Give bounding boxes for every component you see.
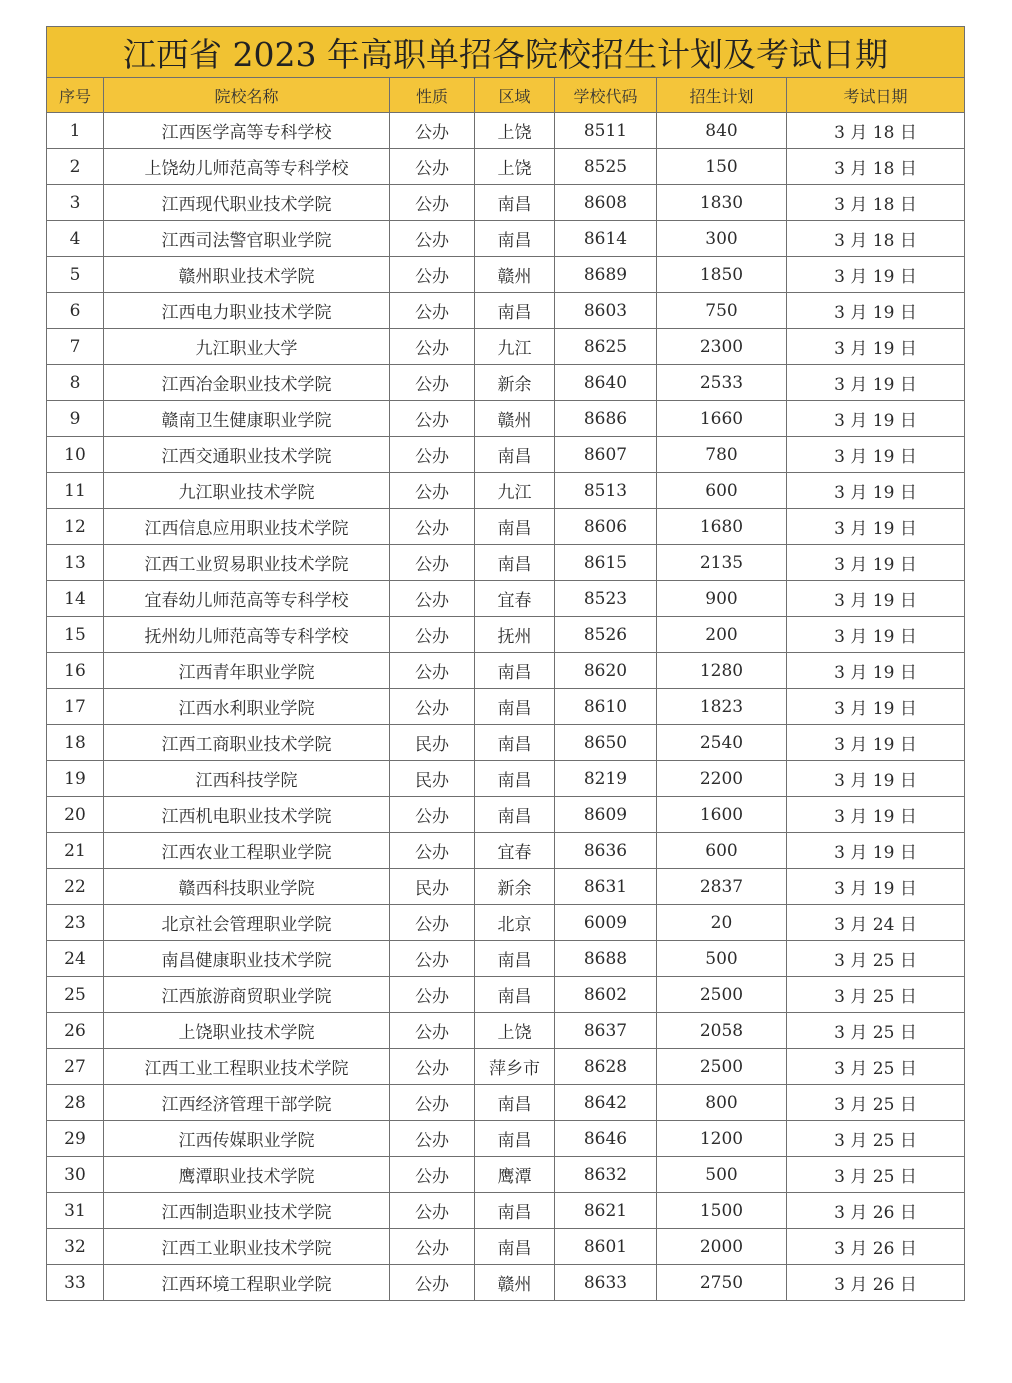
cell-ownership: 公办 [390, 797, 475, 833]
cell-school-code: 8640 [555, 365, 657, 401]
cell-ownership: 公办 [390, 977, 475, 1013]
cell-exam-date: 3 月 18 日 [787, 221, 965, 257]
cell-exam-date: 3 月 25 日 [787, 1049, 965, 1085]
table-row [47, 689, 965, 725]
cell-ownership: 公办 [390, 293, 475, 329]
cell-index: 2 [47, 149, 104, 185]
table-row [47, 545, 965, 581]
cell-school-name: 江西传媒职业学院 [104, 1121, 390, 1157]
cell-index: 11 [47, 473, 104, 509]
table-row [47, 365, 965, 401]
cell-school-code: 8646 [555, 1121, 657, 1157]
cell-index: 13 [47, 545, 104, 581]
cell-enrollment-plan: 2500 [657, 1049, 787, 1085]
admission-plan-sheet [46, 26, 964, 1301]
cell-ownership: 公办 [390, 401, 475, 437]
cell-index: 16 [47, 653, 104, 689]
cell-school-code: 8525 [555, 149, 657, 185]
cell-school-code: 8601 [555, 1229, 657, 1265]
cell-school-code: 8636 [555, 833, 657, 869]
cell-ownership: 公办 [390, 257, 475, 293]
cell-ownership: 公办 [390, 581, 475, 617]
table-row [47, 221, 965, 257]
cell-ownership: 公办 [390, 1193, 475, 1229]
cell-exam-date: 3 月 19 日 [787, 797, 965, 833]
cell-enrollment-plan: 1200 [657, 1121, 787, 1157]
table-body [47, 113, 965, 1301]
table-row [47, 761, 965, 797]
table-row [47, 1013, 965, 1049]
cell-school-code: 8631 [555, 869, 657, 905]
cell-school-name: 江西现代职业技术学院 [104, 185, 390, 221]
table-row [47, 257, 965, 293]
cell-ownership: 民办 [390, 761, 475, 797]
table-row [47, 581, 965, 617]
cell-ownership: 公办 [390, 1121, 475, 1157]
cell-region: 赣州 [475, 401, 555, 437]
column-header-school-name: 院校名称 [104, 78, 390, 113]
cell-enrollment-plan: 1500 [657, 1193, 787, 1229]
cell-ownership: 公办 [390, 185, 475, 221]
column-header-index: 序号 [47, 78, 104, 113]
cell-enrollment-plan: 1823 [657, 689, 787, 725]
table-row [47, 725, 965, 761]
cell-school-code: 8650 [555, 725, 657, 761]
cell-school-name: 江西冶金职业技术学院 [104, 365, 390, 401]
cell-school-code: 8606 [555, 509, 657, 545]
title-row [47, 27, 965, 78]
cell-school-code: 8609 [555, 797, 657, 833]
cell-enrollment-plan: 1660 [657, 401, 787, 437]
cell-school-code: 8610 [555, 689, 657, 725]
cell-enrollment-plan: 2750 [657, 1265, 787, 1301]
cell-exam-date: 3 月 19 日 [787, 581, 965, 617]
table-row [47, 833, 965, 869]
cell-school-code: 8620 [555, 653, 657, 689]
cell-enrollment-plan: 2058 [657, 1013, 787, 1049]
admission-plan-table [46, 26, 965, 1301]
column-header-enrollment-plan: 招生计划 [657, 78, 787, 113]
cell-school-code: 8614 [555, 221, 657, 257]
cell-exam-date: 3 月 25 日 [787, 977, 965, 1013]
cell-school-name: 赣西科技职业学院 [104, 869, 390, 905]
cell-exam-date: 3 月 19 日 [787, 473, 965, 509]
cell-index: 32 [47, 1229, 104, 1265]
cell-region: 南昌 [475, 293, 555, 329]
column-header-school-code: 学校代码 [555, 78, 657, 113]
cell-enrollment-plan: 500 [657, 1157, 787, 1193]
cell-school-code: 8602 [555, 977, 657, 1013]
cell-school-code: 8603 [555, 293, 657, 329]
cell-exam-date: 3 月 26 日 [787, 1229, 965, 1265]
cell-region: 南昌 [475, 509, 555, 545]
cell-school-code: 8513 [555, 473, 657, 509]
cell-region: 宜春 [475, 833, 555, 869]
cell-enrollment-plan: 800 [657, 1085, 787, 1121]
table-row [47, 977, 965, 1013]
cell-enrollment-plan: 1280 [657, 653, 787, 689]
cell-school-name: 江西水利职业学院 [104, 689, 390, 725]
cell-exam-date: 3 月 25 日 [787, 1157, 965, 1193]
cell-school-code: 8526 [555, 617, 657, 653]
cell-enrollment-plan: 2533 [657, 365, 787, 401]
cell-ownership: 公办 [390, 509, 475, 545]
cell-exam-date: 3 月 19 日 [787, 545, 965, 581]
cell-exam-date: 3 月 19 日 [787, 257, 965, 293]
cell-school-name: 江西工业贸易职业技术学院 [104, 545, 390, 581]
cell-school-code: 8642 [555, 1085, 657, 1121]
cell-exam-date: 3 月 26 日 [787, 1193, 965, 1229]
cell-region: 抚州 [475, 617, 555, 653]
cell-index: 7 [47, 329, 104, 365]
cell-school-name: 江西农业工程职业学院 [104, 833, 390, 869]
table-row [47, 437, 965, 473]
cell-exam-date: 3 月 25 日 [787, 1013, 965, 1049]
cell-exam-date: 3 月 24 日 [787, 905, 965, 941]
cell-exam-date: 3 月 19 日 [787, 365, 965, 401]
cell-ownership: 民办 [390, 869, 475, 905]
cell-school-name: 北京社会管理职业学院 [104, 905, 390, 941]
table-row [47, 329, 965, 365]
cell-ownership: 公办 [390, 1229, 475, 1265]
cell-enrollment-plan: 1600 [657, 797, 787, 833]
cell-index: 6 [47, 293, 104, 329]
cell-region: 萍乡市 [475, 1049, 555, 1085]
cell-region: 上饶 [475, 149, 555, 185]
cell-ownership: 公办 [390, 905, 475, 941]
cell-ownership: 公办 [390, 473, 475, 509]
cell-school-code: 8615 [555, 545, 657, 581]
cell-enrollment-plan: 300 [657, 221, 787, 257]
cell-region: 南昌 [475, 941, 555, 977]
cell-index: 22 [47, 869, 104, 905]
cell-enrollment-plan: 1830 [657, 185, 787, 221]
cell-region: 南昌 [475, 653, 555, 689]
cell-school-name: 九江职业技术学院 [104, 473, 390, 509]
table-row [47, 905, 965, 941]
cell-enrollment-plan: 1850 [657, 257, 787, 293]
cell-school-name: 江西机电职业技术学院 [104, 797, 390, 833]
cell-ownership: 公办 [390, 617, 475, 653]
cell-enrollment-plan: 600 [657, 833, 787, 869]
cell-region: 九江 [475, 473, 555, 509]
cell-school-name: 江西医学高等专科学校 [104, 113, 390, 149]
cell-exam-date: 3 月 19 日 [787, 401, 965, 437]
cell-region: 南昌 [475, 1229, 555, 1265]
cell-enrollment-plan: 2200 [657, 761, 787, 797]
cell-exam-date: 3 月 19 日 [787, 329, 965, 365]
cell-enrollment-plan: 2540 [657, 725, 787, 761]
cell-school-name: 江西经济管理干部学院 [104, 1085, 390, 1121]
cell-school-name: 宜春幼儿师范高等专科学校 [104, 581, 390, 617]
cell-index: 21 [47, 833, 104, 869]
cell-school-name: 江西制造职业技术学院 [104, 1193, 390, 1229]
cell-exam-date: 3 月 26 日 [787, 1265, 965, 1301]
table-row [47, 653, 965, 689]
cell-region: 鹰潭 [475, 1157, 555, 1193]
cell-region: 赣州 [475, 257, 555, 293]
cell-school-code: 8511 [555, 113, 657, 149]
cell-region: 南昌 [475, 977, 555, 1013]
table-row [47, 1157, 965, 1193]
cell-index: 27 [47, 1049, 104, 1085]
cell-enrollment-plan: 1680 [657, 509, 787, 545]
cell-index: 18 [47, 725, 104, 761]
cell-index: 9 [47, 401, 104, 437]
cell-school-code: 8625 [555, 329, 657, 365]
cell-index: 29 [47, 1121, 104, 1157]
cell-ownership: 公办 [390, 221, 475, 257]
cell-exam-date: 3 月 18 日 [787, 113, 965, 149]
cell-index: 26 [47, 1013, 104, 1049]
cell-ownership: 公办 [390, 329, 475, 365]
cell-enrollment-plan: 200 [657, 617, 787, 653]
cell-exam-date: 3 月 19 日 [787, 725, 965, 761]
column-header-exam-date: 考试日期 [787, 78, 965, 113]
cell-enrollment-plan: 840 [657, 113, 787, 149]
cell-ownership: 公办 [390, 545, 475, 581]
cell-region: 新余 [475, 365, 555, 401]
cell-region: 新余 [475, 869, 555, 905]
table-row [47, 1265, 965, 1301]
cell-exam-date: 3 月 19 日 [787, 833, 965, 869]
cell-enrollment-plan: 150 [657, 149, 787, 185]
cell-region: 南昌 [475, 221, 555, 257]
cell-school-name: 赣南卫生健康职业学院 [104, 401, 390, 437]
cell-enrollment-plan: 2837 [657, 869, 787, 905]
table-row [47, 1229, 965, 1265]
cell-school-name: 江西工业职业技术学院 [104, 1229, 390, 1265]
cell-school-code: 8632 [555, 1157, 657, 1193]
cell-school-name: 上饶幼儿师范高等专科学校 [104, 149, 390, 185]
cell-index: 31 [47, 1193, 104, 1229]
cell-ownership: 公办 [390, 437, 475, 473]
cell-school-name: 鹰潭职业技术学院 [104, 1157, 390, 1193]
table-row [47, 1085, 965, 1121]
cell-index: 3 [47, 185, 104, 221]
cell-ownership: 公办 [390, 113, 475, 149]
cell-ownership: 公办 [390, 365, 475, 401]
cell-index: 14 [47, 581, 104, 617]
cell-exam-date: 3 月 25 日 [787, 941, 965, 977]
cell-school-code: 8607 [555, 437, 657, 473]
cell-index: 15 [47, 617, 104, 653]
cell-index: 28 [47, 1085, 104, 1121]
cell-exam-date: 3 月 19 日 [787, 761, 965, 797]
cell-school-code: 8633 [555, 1265, 657, 1301]
cell-region: 北京 [475, 905, 555, 941]
column-header-ownership: 性质 [390, 78, 475, 113]
column-header-region: 区域 [475, 78, 555, 113]
cell-school-name: 九江职业大学 [104, 329, 390, 365]
cell-school-name: 江西工业工程职业技术学院 [104, 1049, 390, 1085]
cell-school-name: 江西青年职业学院 [104, 653, 390, 689]
cell-enrollment-plan: 2300 [657, 329, 787, 365]
cell-school-name: 江西交通职业技术学院 [104, 437, 390, 473]
table-row [47, 941, 965, 977]
cell-school-code: 8688 [555, 941, 657, 977]
cell-exam-date: 3 月 18 日 [787, 185, 965, 221]
cell-school-code: 8219 [555, 761, 657, 797]
table-row [47, 401, 965, 437]
cell-region: 南昌 [475, 689, 555, 725]
cell-enrollment-plan: 500 [657, 941, 787, 977]
cell-school-name: 抚州幼儿师范高等专科学校 [104, 617, 390, 653]
cell-school-name: 上饶职业技术学院 [104, 1013, 390, 1049]
cell-school-name: 南昌健康职业技术学院 [104, 941, 390, 977]
cell-ownership: 公办 [390, 1013, 475, 1049]
cell-enrollment-plan: 750 [657, 293, 787, 329]
cell-index: 19 [47, 761, 104, 797]
cell-region: 南昌 [475, 761, 555, 797]
cell-enrollment-plan: 2135 [657, 545, 787, 581]
cell-ownership: 公办 [390, 1157, 475, 1193]
cell-index: 1 [47, 113, 104, 149]
cell-exam-date: 3 月 25 日 [787, 1121, 965, 1157]
cell-exam-date: 3 月 25 日 [787, 1085, 965, 1121]
cell-school-code: 8637 [555, 1013, 657, 1049]
table-title: 江西省 2023 年高职单招各院校招生计划及考试日期 [47, 27, 965, 78]
cell-region: 南昌 [475, 1193, 555, 1229]
table-row [47, 113, 965, 149]
cell-exam-date: 3 月 19 日 [787, 869, 965, 905]
table-row [47, 185, 965, 221]
cell-index: 10 [47, 437, 104, 473]
table-row [47, 509, 965, 545]
cell-exam-date: 3 月 19 日 [787, 653, 965, 689]
cell-ownership: 公办 [390, 1265, 475, 1301]
table-row [47, 797, 965, 833]
cell-index: 20 [47, 797, 104, 833]
cell-index: 5 [47, 257, 104, 293]
cell-index: 23 [47, 905, 104, 941]
cell-index: 30 [47, 1157, 104, 1193]
table-row [47, 293, 965, 329]
cell-index: 12 [47, 509, 104, 545]
header-row [47, 78, 965, 113]
cell-region: 上饶 [475, 113, 555, 149]
cell-region: 南昌 [475, 437, 555, 473]
cell-ownership: 公办 [390, 941, 475, 977]
cell-exam-date: 3 月 18 日 [787, 149, 965, 185]
cell-exam-date: 3 月 19 日 [787, 617, 965, 653]
cell-enrollment-plan: 780 [657, 437, 787, 473]
cell-exam-date: 3 月 19 日 [787, 437, 965, 473]
cell-school-name: 赣州职业技术学院 [104, 257, 390, 293]
cell-school-code: 8621 [555, 1193, 657, 1229]
cell-enrollment-plan: 600 [657, 473, 787, 509]
cell-index: 24 [47, 941, 104, 977]
cell-region: 九江 [475, 329, 555, 365]
cell-enrollment-plan: 2000 [657, 1229, 787, 1265]
cell-region: 南昌 [475, 1085, 555, 1121]
cell-region: 南昌 [475, 545, 555, 581]
cell-school-code: 8608 [555, 185, 657, 221]
cell-region: 南昌 [475, 185, 555, 221]
cell-index: 33 [47, 1265, 104, 1301]
cell-region: 宜春 [475, 581, 555, 617]
cell-enrollment-plan: 900 [657, 581, 787, 617]
table-row [47, 1049, 965, 1085]
cell-region: 南昌 [475, 797, 555, 833]
cell-school-name: 江西信息应用职业技术学院 [104, 509, 390, 545]
cell-school-code: 6009 [555, 905, 657, 941]
cell-ownership: 公办 [390, 833, 475, 869]
cell-ownership: 公办 [390, 689, 475, 725]
cell-region: 赣州 [475, 1265, 555, 1301]
cell-ownership: 民办 [390, 725, 475, 761]
cell-region: 上饶 [475, 1013, 555, 1049]
cell-school-code: 8523 [555, 581, 657, 617]
cell-enrollment-plan: 20 [657, 905, 787, 941]
cell-school-name: 江西电力职业技术学院 [104, 293, 390, 329]
cell-school-name: 江西工商职业技术学院 [104, 725, 390, 761]
cell-exam-date: 3 月 19 日 [787, 689, 965, 725]
cell-school-code: 8689 [555, 257, 657, 293]
table-row [47, 617, 965, 653]
cell-enrollment-plan: 2500 [657, 977, 787, 1013]
cell-ownership: 公办 [390, 1085, 475, 1121]
cell-school-name: 江西旅游商贸职业学院 [104, 977, 390, 1013]
cell-school-name: 江西环境工程职业学院 [104, 1265, 390, 1301]
cell-school-name: 江西科技学院 [104, 761, 390, 797]
table-row [47, 869, 965, 905]
cell-exam-date: 3 月 19 日 [787, 509, 965, 545]
cell-ownership: 公办 [390, 1049, 475, 1085]
table-row [47, 473, 965, 509]
cell-school-name: 江西司法警官职业学院 [104, 221, 390, 257]
cell-exam-date: 3 月 19 日 [787, 293, 965, 329]
cell-region: 南昌 [475, 1121, 555, 1157]
table-row [47, 149, 965, 185]
table-row [47, 1121, 965, 1157]
table-row [47, 1193, 965, 1229]
cell-ownership: 公办 [390, 149, 475, 185]
cell-school-code: 8628 [555, 1049, 657, 1085]
cell-school-code: 8686 [555, 401, 657, 437]
cell-region: 南昌 [475, 725, 555, 761]
cell-index: 25 [47, 977, 104, 1013]
cell-index: 8 [47, 365, 104, 401]
cell-index: 4 [47, 221, 104, 257]
cell-index: 17 [47, 689, 104, 725]
cell-ownership: 公办 [390, 653, 475, 689]
